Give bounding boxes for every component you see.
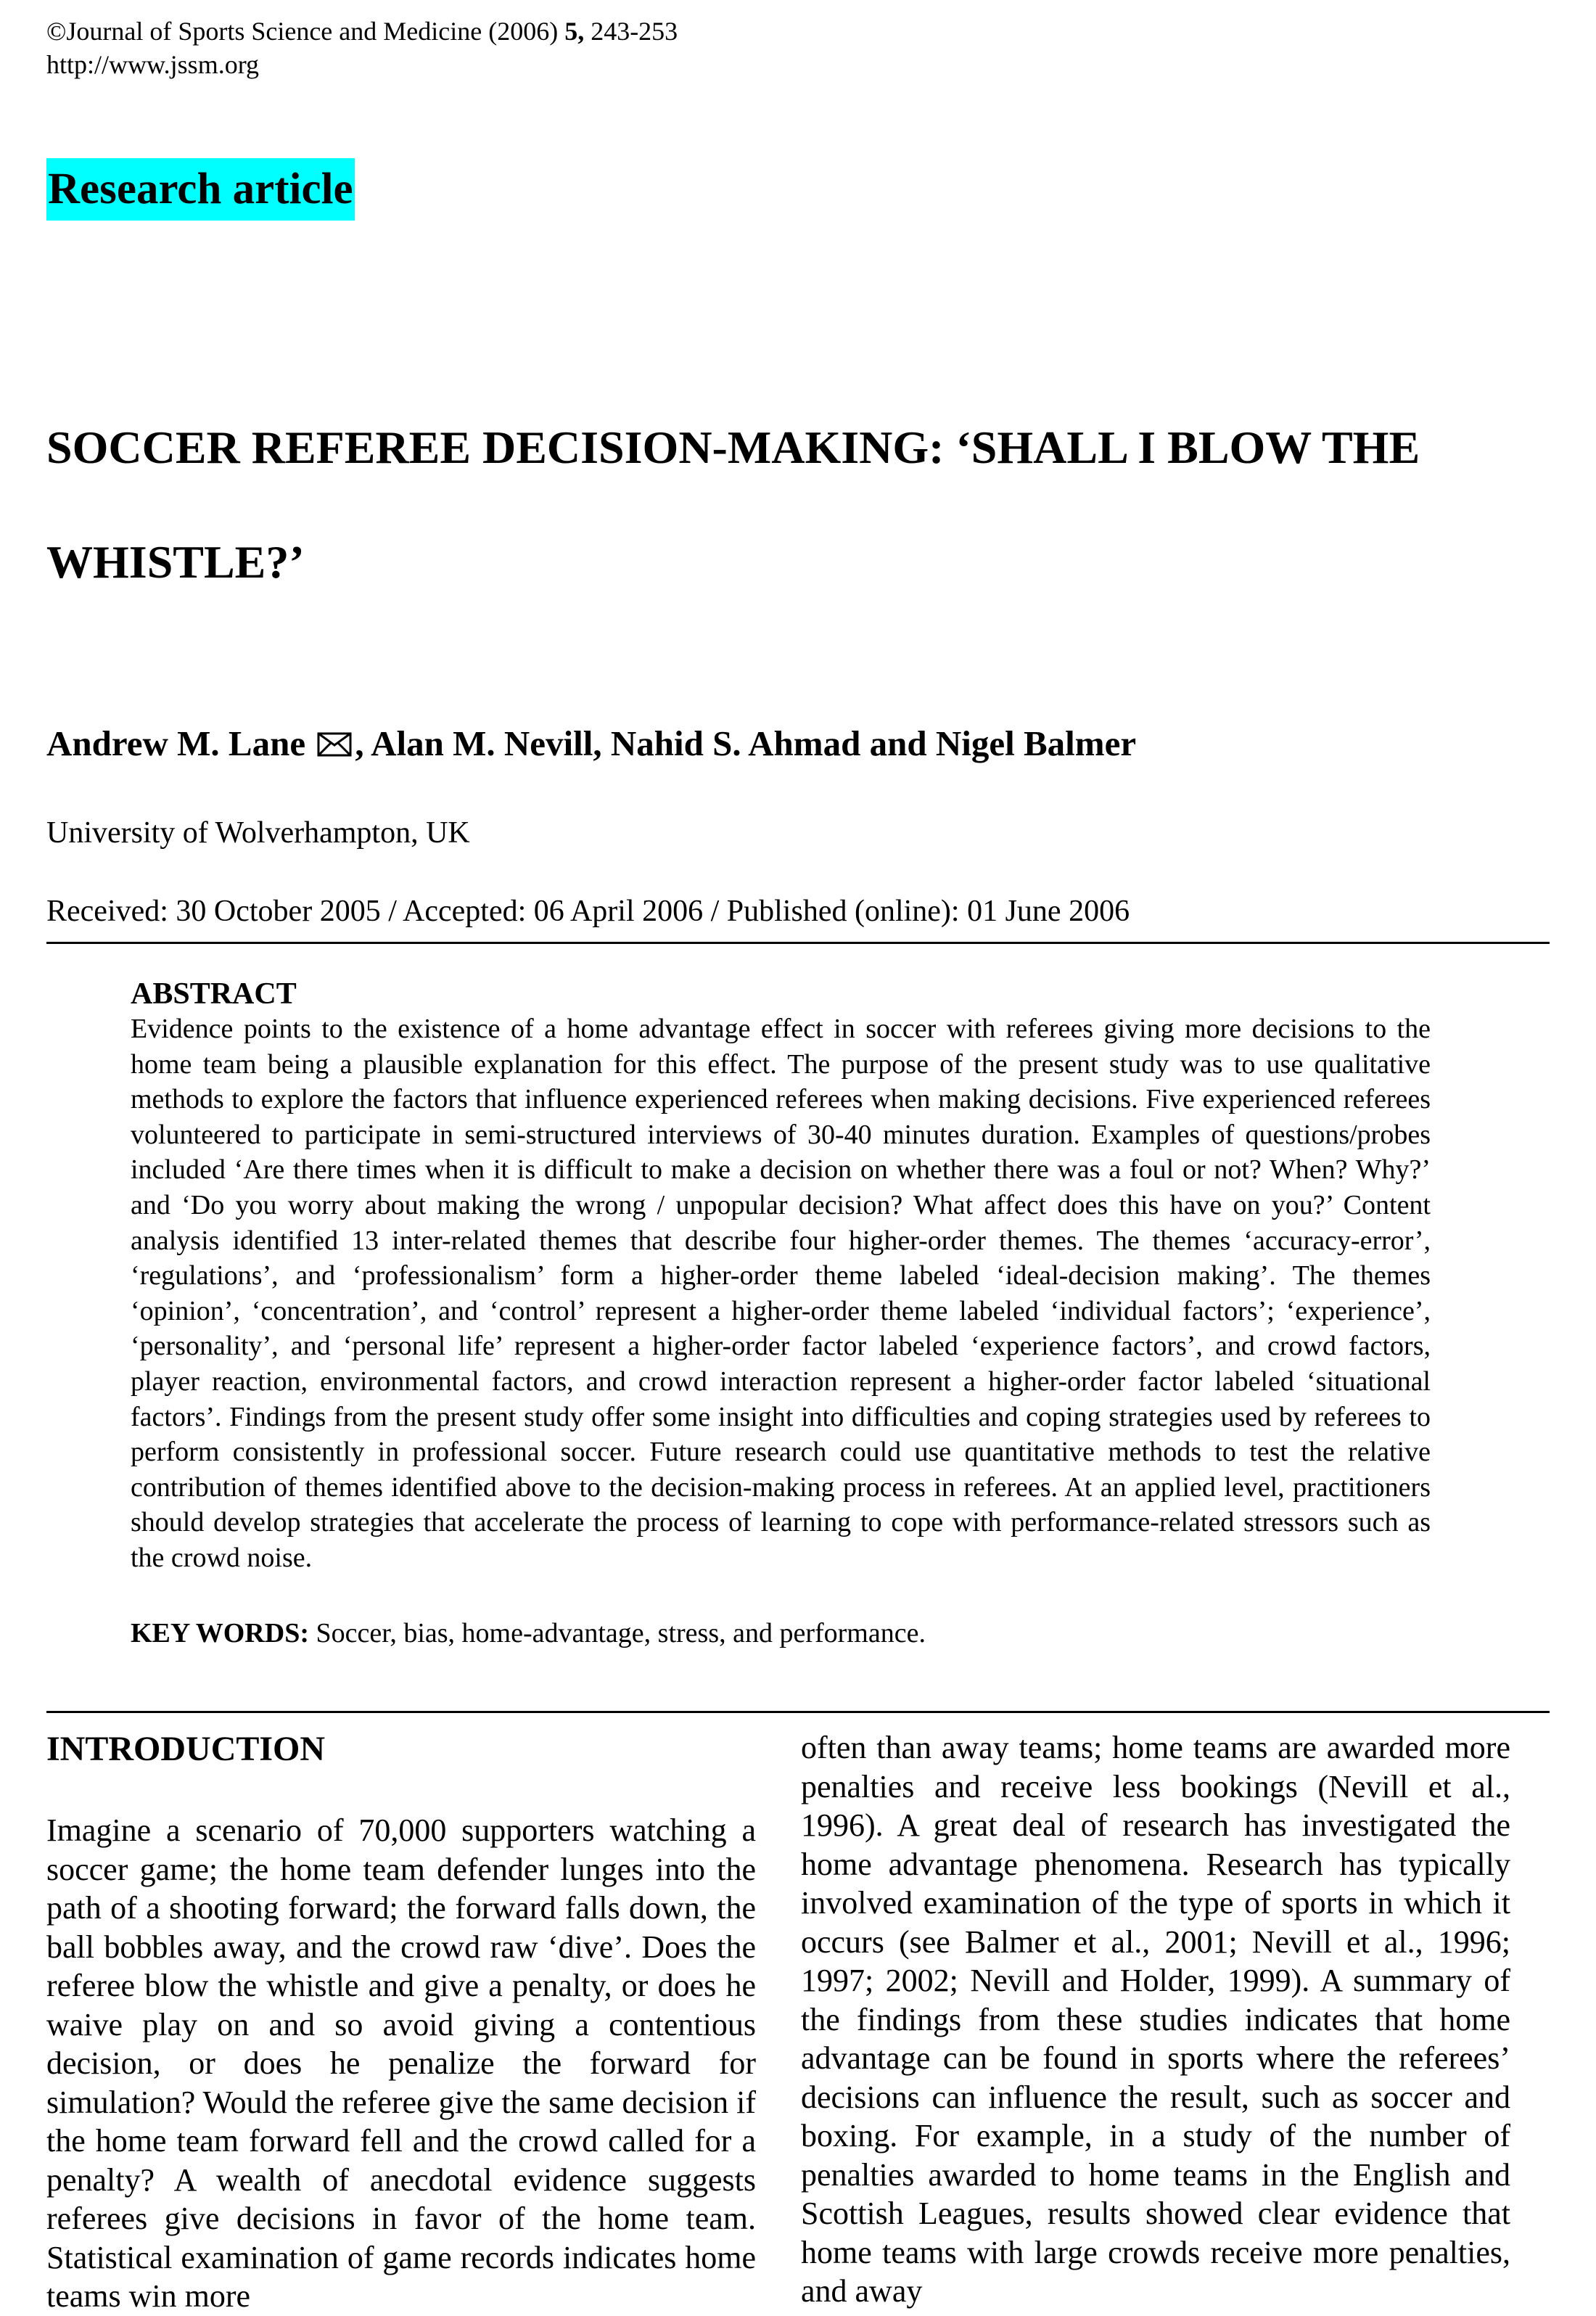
author-others: , Alan M. Nevill, Nahid S. Ahmad and Nigel Balmer bbox=[355, 723, 1137, 763]
divider-top bbox=[46, 942, 1550, 944]
abstract-text: Evidence points to the existence of a home advantage effect in soccer with referees giving more decisions to the home team being a plausible explanation for this effect. The purpose of the present study was to use qualitative methods to explore the factors that influence experienced referees when making decisions. Five experienced referees volunteered to participate in semi-structured interviews of 30-40 minutes duration. Examples of questions/probes included ‘Are there times when it is difficult to make a decision on whether there was a foul or not? When? Why?’ and ‘Do you worry about making the wrong / unpopular decision? What affect does this have on you?’ Content analysis identified 13 inter-related themes that describe four higher-order themes. The themes ‘accuracy-error’, ‘regulations’, and ‘professionalism’ form a higher-order theme labeled ‘ideal-decision making’. The themes ‘opinion’, ‘concentration’, and ‘control’ represent a higher-order theme labeled ‘individual factors’; ‘experience’, ‘personality’, and ‘personal life’ represent a higher-order factor labeled ‘experience factors’, and crowd factors, player reaction, environmental factors, and crowd interaction represent a higher-order factor labeled ‘situational factors’. Findings from the present study offer some insight into difficulties and coping strategies used by referees to perform consistently in professional soccer. Future research could use quantitative methods to test the relative contribution of themes identified above to the decision-making process in referees. At an applied level, practitioners should develop strategies that accelerate the process of learning to cope with performance-related stressors such as the crowd noise. bbox=[131, 1014, 1431, 1573]
journal-name: ©Journal of Sports Science and Medicine (2006) bbox=[46, 17, 565, 46]
abstract bbox=[131, 977, 1431, 1576]
article-title: SOCCER REFEREE DECISION-MAKING: ‘SHALL I BLOW THE WHISTLE?’ bbox=[46, 422, 1420, 588]
introduction-heading: INTRODUCTION bbox=[46, 1730, 326, 1768]
journal-pages: 243-253 bbox=[584, 17, 678, 46]
keywords-text: Soccer, bias, home-advantage, stress, and performance. bbox=[308, 1618, 926, 1648]
abstract-heading: ABSTRACT bbox=[131, 977, 297, 1011]
introduction-column-left bbox=[46, 1811, 756, 2316]
article-type-label: Research article bbox=[46, 158, 355, 221]
keywords-label: KEY WORDS: bbox=[131, 1618, 309, 1648]
journal-citation bbox=[46, 13, 678, 49]
introduction-column-right bbox=[801, 1728, 1510, 2311]
affiliation: University of Wolverhampton, UK bbox=[46, 816, 470, 850]
journal-url[interactable]: http://www.jssm.org bbox=[46, 50, 260, 79]
introduction-paragraph: Imagine a scenario of 70,000 supporters watching a soccer game; the home team defender lunges into the path of a shooting forward; the forward falls down, the ball bobbles away, and the crowd raw ‘dive’. Does the referee blow the whistle and give a penalty, or does he waive play on and so avoid giving a contentious decision, or does he penalize the forward for simulation? Would the referee give the same decision if the home team forward fell and the crowd called for a penalty? A wealth of anecdotal evidence suggests referees give decisions in favor of the home team. Statistical examination of game records indicates home teams win more bbox=[46, 1812, 756, 2314]
author-lead: Andrew M. Lane bbox=[46, 723, 306, 763]
author-list bbox=[46, 718, 1136, 769]
divider-bottom bbox=[46, 1711, 1550, 1713]
envelope-icon[interactable] bbox=[317, 732, 352, 757]
introduction-paragraph-continued: often than away teams; home teams are awarded more penalties and receive less bookings (Nevill et al., 1996). A great deal of research has investigated the home advantage phenomena. Research has typically involved examination of the type of sports in which it occurs (see Balmer et al., 2001; Nevill et al., 1996; 1997; 2002; Nevill and Holder, 1999). A summary of the findings from these studies indicates that home advantage can be found in sports where the referees’ decisions can influence the result, such as soccer and boxing. For example, in a study of the number of penalties awarded to home teams in the English and Scottish Leagues, results showed clear evidence that home teams with large crowds receive more penalties, and away bbox=[801, 1730, 1510, 2309]
journal-volume: 5, bbox=[564, 17, 585, 46]
keywords bbox=[131, 1615, 926, 1651]
publication-dates: Received: 30 October 2005 / Accepted: 06 April 2006 / Published (online): 01 June 2006 bbox=[46, 895, 1130, 928]
